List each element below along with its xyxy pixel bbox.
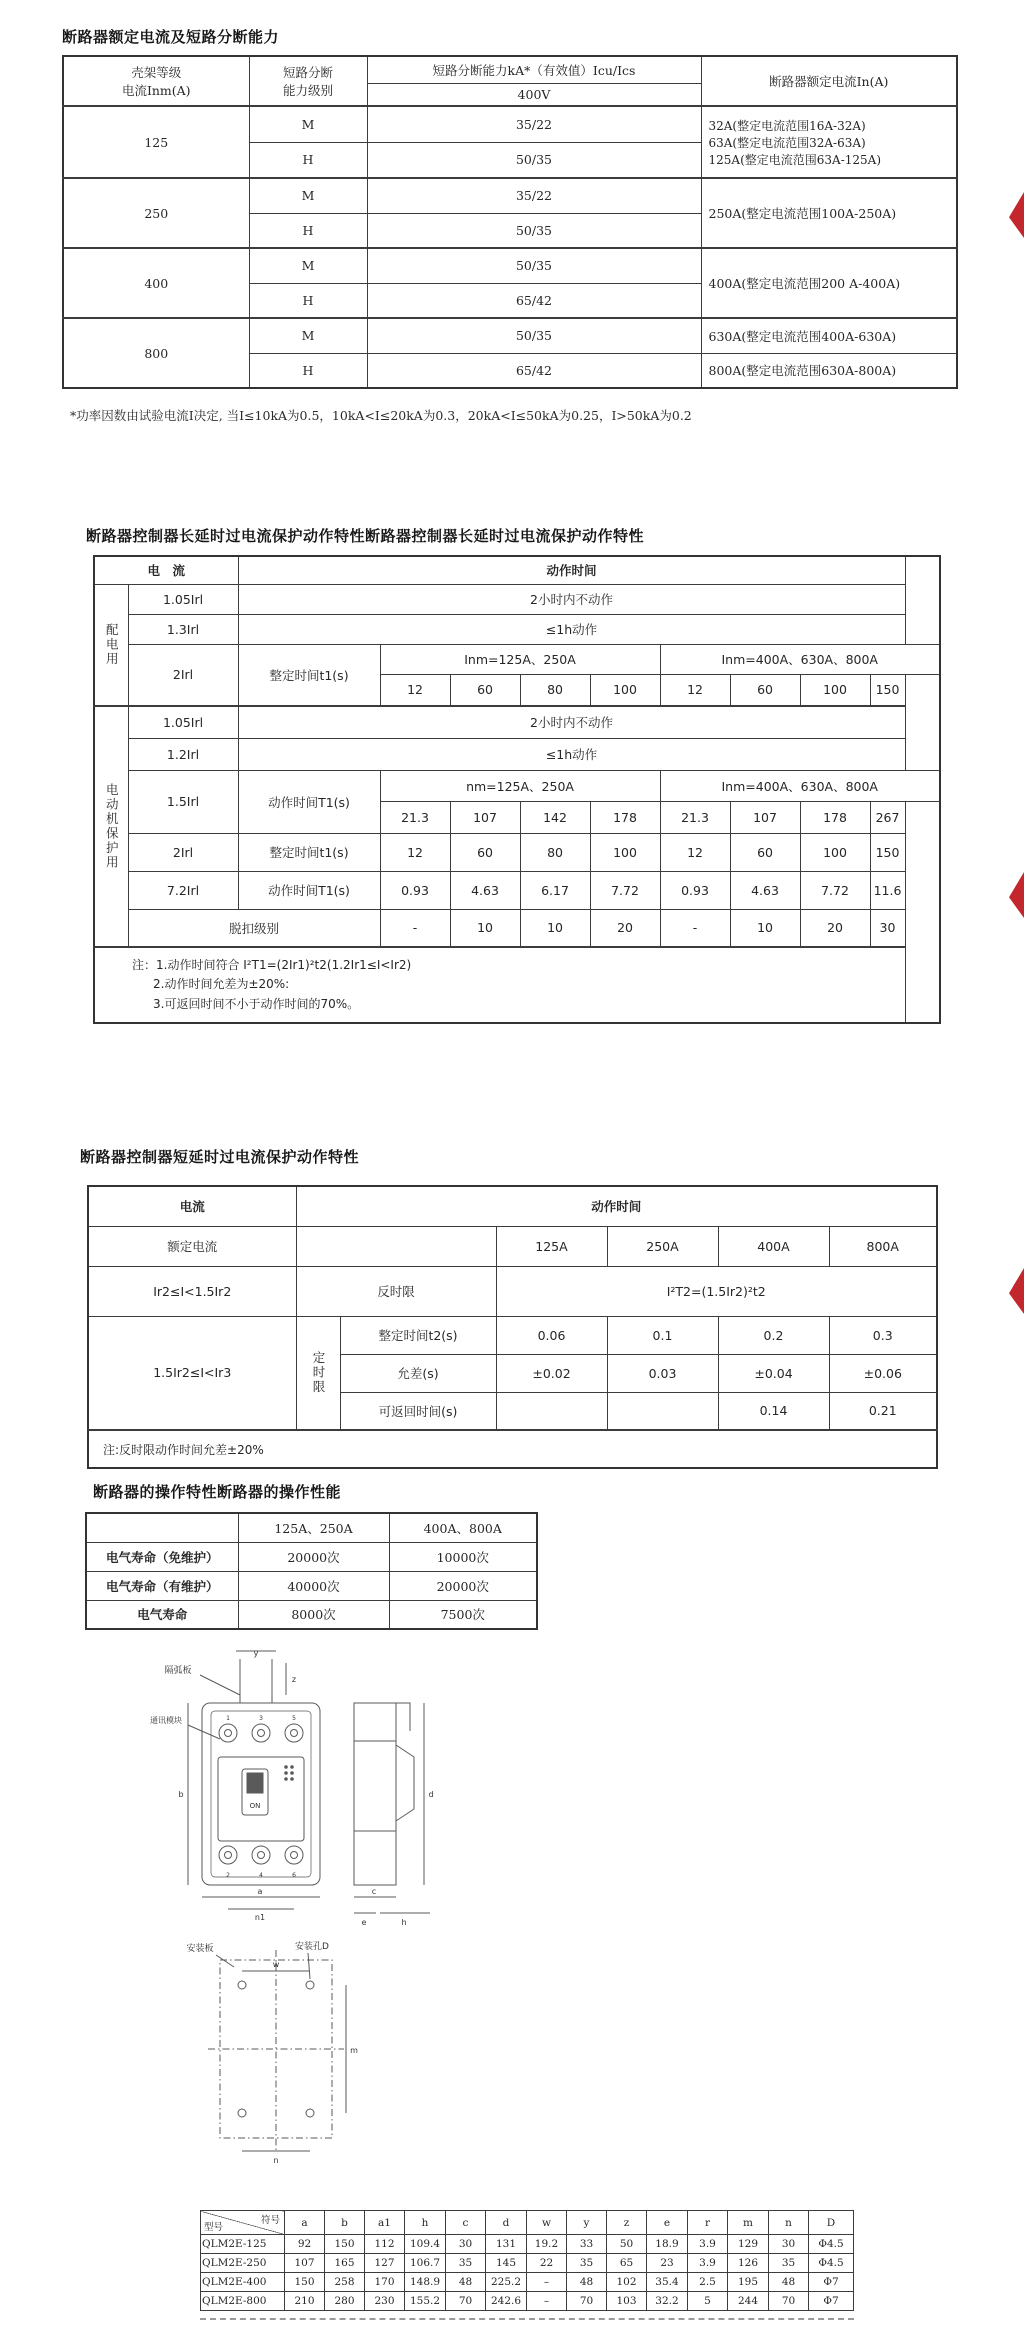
value-cell: 35 (567, 2254, 607, 2273)
page-edge-marker (1009, 872, 1024, 918)
value-cell: 12 (380, 833, 450, 871)
long-delay-table (93, 555, 941, 1024)
value-cell: 10 (450, 909, 520, 947)
value-cell: e (647, 2211, 688, 2235)
value-cell: 8000次 (238, 1600, 389, 1629)
value-cell: 100 (800, 674, 870, 706)
value-cell: 11.6 (870, 871, 905, 909)
definite-mode: 定时限 (296, 1316, 340, 1430)
life-row-with-maintenance (86, 1571, 537, 1600)
value-cell: 12 (660, 833, 730, 871)
value-cell: Φ4.5 (809, 2235, 854, 2254)
value-cell: 30 (769, 2235, 809, 2254)
dims-row-250 (201, 2254, 854, 2273)
value-cell: 32.2 (647, 2292, 688, 2311)
section2-title: 断路器控制器长延时过电流保护动作特性断路器控制器长延时过电流保护动作特性 (86, 527, 645, 545)
value-cell: 22 (527, 2254, 567, 2273)
value-cell: 230 (365, 2292, 405, 2311)
row-label: 电气寿命（有维护） (86, 1571, 238, 1600)
trip-class-label: 脱扣级别 (128, 909, 380, 947)
value-cell: 250A (607, 1226, 718, 1266)
dim-n1: n1 (254, 1913, 266, 1922)
value-cell: – (527, 2273, 567, 2292)
class-h: H (249, 353, 367, 388)
value-cell: 18.9 (647, 2235, 688, 2254)
rated-125-l3: 125A(整定电流范围63A-125A) (708, 152, 881, 167)
value-cell: 92 (285, 2235, 325, 2254)
dim-y: y (253, 1649, 259, 1658)
class-m: M (249, 106, 367, 142)
header-frame-line1: 壳架等级 (131, 65, 182, 80)
value-cell: 103 (607, 2292, 647, 2311)
page-edge-marker (1009, 192, 1024, 238)
value-cell: 400A (718, 1226, 829, 1266)
rated-250: 250A(整定电流范围100A-250A) (701, 178, 957, 248)
group-motor-protection: 电动机保护用 (94, 706, 128, 947)
value-cell: 19.2 (527, 2235, 567, 2254)
frame-125: 125 (63, 106, 249, 178)
note-line-3: 3.可返回时间不小于动作时间的70%。 (153, 996, 360, 1011)
value-cell: 5 (688, 2292, 728, 2311)
setting-time-label: 整定时间t1(s) (238, 833, 380, 871)
trip-class-row (94, 909, 940, 947)
value-cell: 280 (325, 2292, 365, 2311)
terminal-number: 6 (292, 1872, 296, 1879)
header-voltage: 400V (367, 83, 701, 106)
value-cell: ±0.06 (829, 1354, 937, 1392)
dim-c: c (371, 1887, 377, 1896)
capacity-250-h: 50/35 (367, 213, 701, 248)
value-cell: Φ7 (809, 2273, 854, 2292)
header-frame-current (63, 56, 249, 106)
dim-d: d (428, 1790, 434, 1799)
comm-module-label: 通讯模块 (150, 1716, 182, 1725)
value-cell: 107 (285, 2254, 325, 2273)
rated-current-row (88, 1226, 937, 1266)
current-1p05: 1.05Irl (128, 584, 238, 614)
inm-large-header: Inm=400A、630A、800A (660, 770, 940, 801)
current-2ir: 2Irl (128, 644, 238, 706)
dim-e: e (361, 1918, 367, 1927)
capacity-400-m: 50/35 (367, 248, 701, 283)
value-cell: 126 (728, 2254, 769, 2273)
value-cell: 3.9 (688, 2254, 728, 2273)
value-cell: 0.2 (718, 1316, 829, 1354)
operation-header-row (86, 1513, 537, 1542)
value-cell: 170 (365, 2273, 405, 2292)
value-cell: 6.17 (520, 871, 590, 909)
value-cell: – (527, 2292, 567, 2311)
short-delay-table (87, 1185, 938, 1469)
value-cell: 148.9 (405, 2273, 446, 2292)
group-distribution: 配电用 (94, 584, 128, 706)
value-cell: 0.14 (718, 1392, 829, 1430)
class-h: H (249, 213, 367, 248)
value-cell: 35 (446, 2254, 486, 2273)
value-cell: 80 (520, 833, 590, 871)
blank-cell (86, 1513, 238, 1542)
value-cell: 0.03 (607, 1354, 718, 1392)
dims-row-125 (201, 2235, 854, 2254)
current-1p2: 1.2Irl (128, 738, 238, 770)
terminal-number: 4 (259, 1872, 263, 1879)
value-cell: 155.2 (405, 2292, 446, 2311)
value-cell: 195 (728, 2273, 769, 2292)
row-label: 电气寿命 (86, 1600, 238, 1629)
value-cell: 0.06 (496, 1316, 607, 1354)
capacity-400-h: 65/42 (367, 283, 701, 318)
value-cell: 131 (486, 2235, 527, 2254)
section1-title: 断路器额定电流及短路分断能力 (62, 28, 280, 46)
value-cell: 70 (567, 2292, 607, 2311)
value-cell: 20000次 (389, 1571, 537, 1600)
value-cell: c (446, 2211, 486, 2235)
value-cell: 10 (520, 909, 590, 947)
setting-time-label: 整定时间t1(s) (238, 644, 380, 706)
value-cell: 150 (870, 833, 905, 871)
blank-cell (296, 1226, 496, 1266)
time-1p3: ≤1h动作 (238, 614, 905, 644)
value-cell: 70 (446, 2292, 486, 2311)
current-1p3: 1.3Irl (128, 614, 238, 644)
dim-h: h (401, 1918, 407, 1927)
definite-range: 1.5Ir2≤I<Ir3 (88, 1316, 296, 1430)
value-cell: w (527, 2211, 567, 2235)
value-cell: 125A、250A (238, 1513, 389, 1542)
dim-n: n (273, 2156, 279, 2165)
time-1p05: 2小时内不动作 (238, 584, 905, 614)
value-cell: 258 (325, 2273, 365, 2292)
value-cell: 35 (769, 2254, 809, 2273)
value-cell: 165 (325, 2254, 365, 2273)
capacity-800-m: 50/35 (367, 318, 701, 353)
life-row-electrical (86, 1600, 537, 1629)
value-cell: 80 (520, 674, 590, 706)
class-m: M (249, 178, 367, 213)
value-cell: 50 (607, 2235, 647, 2254)
life-row-maintenance-free (86, 1542, 537, 1571)
mount-plate-label: 安装板 (186, 1944, 214, 1954)
section3-title: 断路器控制器短延时过电流保护动作特性 (80, 1148, 360, 1166)
motor-7p2-row (94, 871, 940, 909)
corner-model: 型号 (204, 2222, 224, 2233)
inverse-formula: I²T2=(1.5Ir2)²t2 (496, 1266, 937, 1316)
note-line-1: 注：1.动作时间符合 I²T1=(2Ir1)²t2(1.2Ir1≤I<Ir2) (132, 958, 412, 973)
current-7p2: 7.2Irl (128, 871, 238, 909)
value-cell: 242.6 (486, 2292, 527, 2311)
value-cell: 35.4 (647, 2273, 688, 2292)
value-cell (607, 1392, 718, 1430)
rated-current-table (62, 55, 958, 389)
inverse-range: Ir2≤I<1.5Ir2 (88, 1266, 296, 1316)
inm-small-header: nm=125A、250A (380, 770, 660, 801)
long-delay-notes (94, 947, 905, 1023)
header-rated-current: 断路器额定电流In(A) (701, 56, 957, 106)
model-name: QLM2E-125 (201, 2235, 285, 2254)
operation-table (85, 1512, 538, 1630)
value-cell: 30 (446, 2235, 486, 2254)
value-cell: h (405, 2211, 446, 2235)
header-breaking-class (249, 56, 367, 106)
capacity-125-h: 50/35 (367, 142, 701, 178)
value-cell: 100 (800, 833, 870, 871)
value-cell: 65 (607, 2254, 647, 2273)
value-cell: 178 (800, 801, 870, 833)
value-cell (496, 1392, 607, 1430)
row-label: 电气寿命（免维护） (86, 1542, 238, 1571)
dim-a: a (257, 1887, 263, 1896)
value-cell: 10000次 (389, 1542, 537, 1571)
dims-row-400 (201, 2273, 854, 2292)
class-m: M (249, 248, 367, 283)
value-cell: y (567, 2211, 607, 2235)
value-cell: 3.9 (688, 2235, 728, 2254)
value-cell: 20 (590, 909, 660, 947)
value-cell: 109.4 (405, 2235, 446, 2254)
header-frame-line2: 电流Inm(A) (121, 83, 191, 98)
inm-small-header: Inm=125A、250A (380, 644, 660, 674)
value-cell: 4.63 (730, 871, 800, 909)
value-cell: 60 (730, 833, 800, 871)
value-cell: 150 (285, 2273, 325, 2292)
value-cell: 100 (590, 674, 660, 706)
frame-800: 800 (63, 318, 249, 388)
terminal-number: 5 (292, 1715, 296, 1722)
value-cell: 0.21 (829, 1392, 937, 1430)
power-factor-footnote: *功率因数由试验电流I决定, 当I≤10kA为0.5，10kA<I≤20kA为0.3，20kA<I≤50kA为0.25，I>50kA为0.2 (70, 408, 692, 423)
class-h: H (249, 142, 367, 178)
header-action-time: 动作时间 (296, 1186, 937, 1226)
page-edge-marker (1009, 1268, 1024, 1314)
class-h: H (249, 283, 367, 318)
terminal-number: 1 (226, 1715, 230, 1722)
model-name: QLM2E-250 (201, 2254, 285, 2273)
header-breaking-capacity: 短路分断能力kA*（有效值）Icu/Ics (367, 56, 701, 83)
value-cell: 30 (870, 909, 905, 947)
time-1p2: ≤1h动作 (238, 738, 905, 770)
value-cell: 267 (870, 801, 905, 833)
value-cell: 150 (325, 2235, 365, 2254)
value-cell: 12 (660, 674, 730, 706)
value-cell: 2.5 (688, 2273, 728, 2292)
inm-large-header: Inm=400A、630A、800A (660, 644, 940, 674)
header-current: 电 流 (94, 556, 238, 584)
class-m: M (249, 318, 367, 353)
value-cell: 102 (607, 2273, 647, 2292)
value-cell: r (688, 2211, 728, 2235)
inverse-mode: 反时限 (296, 1266, 496, 1316)
value-cell: 129 (728, 2235, 769, 2254)
dim-w: w (272, 1960, 280, 1969)
arc-plate-label: 隔弧板 (164, 1666, 192, 1676)
value-cell: 244 (728, 2292, 769, 2311)
capacity-250-m: 35/22 (367, 178, 701, 213)
value-cell: 112 (365, 2235, 405, 2254)
setting-time-row (88, 1316, 937, 1354)
value-cell: b (325, 2211, 365, 2235)
value-cell: n (769, 2211, 809, 2235)
value-cell: ±0.04 (718, 1354, 829, 1392)
header-class-line2: 能力级别 (282, 83, 333, 98)
section4-title: 断路器的操作特性断路器的操作性能 (93, 1483, 342, 1501)
value-cell: 0.3 (829, 1316, 937, 1354)
value-cell: 150 (870, 674, 905, 706)
rated-800-h: 800A(整定电流范围630A-800A) (701, 353, 957, 388)
value-cell: m (728, 2211, 769, 2235)
model-name: QLM2E-800 (201, 2292, 285, 2311)
note-line-2: 2.动作时间允差为±20%: (153, 977, 290, 992)
rated-125-l2: 63A(整定电流范围32A-63A) (708, 135, 866, 150)
motor-2ir-row (94, 833, 940, 871)
value-cell: 20 (800, 909, 870, 947)
value-cell: a (285, 2211, 325, 2235)
tolerance-label: 允差(s) (340, 1354, 496, 1392)
terminal-number: 2 (226, 1872, 230, 1879)
value-cell: ±0.02 (496, 1354, 607, 1392)
header-action-time: 动作时间 (238, 556, 905, 584)
value-cell: 48 (769, 2273, 809, 2292)
value-cell: 178 (590, 801, 660, 833)
value-cell: Φ7 (809, 2292, 854, 2311)
time-1p05: 2小时内不动作 (238, 706, 905, 738)
short-delay-note: 注:反时限动作时间允差±20% (88, 1430, 937, 1468)
value-cell: 800A (829, 1226, 937, 1266)
value-cell: 106.7 (405, 2254, 446, 2273)
value-cell: 48 (446, 2273, 486, 2292)
value-cell: 7.72 (800, 871, 870, 909)
rated-800-m: 630A(整定电流范围400A-630A) (701, 318, 957, 353)
rated-current-label: 额定电流 (88, 1226, 296, 1266)
page-cut-line (200, 2318, 854, 2320)
value-cell: 145 (486, 2254, 527, 2273)
value-cell: D (809, 2211, 854, 2235)
value-cell: 7500次 (389, 1600, 537, 1629)
value-cell: 12 (380, 674, 450, 706)
dims-header-row (201, 2211, 854, 2235)
value-cell: 33 (567, 2235, 607, 2254)
model-name: QLM2E-400 (201, 2273, 285, 2292)
value-cell: 40000次 (238, 1571, 389, 1600)
value-cell: 60 (450, 674, 520, 706)
action-time-label: 动作时间T1(s) (238, 770, 380, 833)
value-cell: 48 (567, 2273, 607, 2292)
value-cell: 60 (450, 833, 520, 871)
dim-m: m (350, 2046, 358, 2055)
corner-symbol: 符号 (260, 2215, 280, 2226)
action-time-label: 动作时间T1(s) (238, 871, 380, 909)
value-cell: a1 (365, 2211, 405, 2235)
dim-b: b (178, 1790, 184, 1799)
value-cell: 0.93 (660, 871, 730, 909)
outline-drawing (140, 1645, 470, 2190)
dimensions-table (200, 2210, 854, 2311)
value-cell: 210 (285, 2292, 325, 2311)
value-cell: 225.2 (486, 2273, 527, 2292)
value-cell: 0.93 (380, 871, 450, 909)
rated-125-l1: 32A(整定电流范围16A-32A) (708, 118, 866, 133)
current-1p05: 1.05Irl (128, 706, 238, 738)
dims-row-800 (201, 2292, 854, 2311)
terminal-number: 3 (259, 1715, 263, 1722)
value-cell: 70 (769, 2292, 809, 2311)
rated-125 (701, 106, 957, 178)
value-cell: 100 (590, 833, 660, 871)
value-cell: 400A、800A (389, 1513, 537, 1542)
header-current: 电流 (88, 1186, 296, 1226)
current-1p5: 1.5Irl (128, 770, 238, 833)
setting-time-label: 整定时间t2(s) (340, 1316, 496, 1354)
value-cell: 142 (520, 801, 590, 833)
on-button-label: ON (249, 1802, 261, 1810)
value-cell: 60 (730, 674, 800, 706)
value-cell: 21.3 (660, 801, 730, 833)
value-cell: - (380, 909, 450, 947)
value-cell: 0.1 (607, 1316, 718, 1354)
frame-250: 250 (63, 178, 249, 248)
frame-400: 400 (63, 248, 249, 318)
value-cell: 7.72 (590, 871, 660, 909)
capacity-125-m: 35/22 (367, 106, 701, 142)
value-cell: d (486, 2211, 527, 2235)
value-cell: - (660, 909, 730, 947)
value-cell: 20000次 (238, 1542, 389, 1571)
header-class-line1: 短路分断 (282, 65, 333, 80)
value-cell: 107 (730, 801, 800, 833)
dim-z: z (291, 1675, 297, 1684)
value-cell: Φ4.5 (809, 2254, 854, 2273)
value-cell: 21.3 (380, 801, 450, 833)
corner-cell (201, 2211, 285, 2235)
value-cell: z (607, 2211, 647, 2235)
current-2ir: 2Irl (128, 833, 238, 871)
return-time-label: 可返回时间(s) (340, 1392, 496, 1430)
value-cell: 23 (647, 2254, 688, 2273)
value-cell: 125A (496, 1226, 607, 1266)
value-cell: 107 (450, 801, 520, 833)
value-cell: 10 (730, 909, 800, 947)
value-cell: 4.63 (450, 871, 520, 909)
rated-400: 400A(整定电流范围200 A-400A) (701, 248, 957, 318)
value-cell: 127 (365, 2254, 405, 2273)
capacity-800-h: 65/42 (367, 353, 701, 388)
mount-hole-label: 安装孔D (295, 1942, 329, 1952)
